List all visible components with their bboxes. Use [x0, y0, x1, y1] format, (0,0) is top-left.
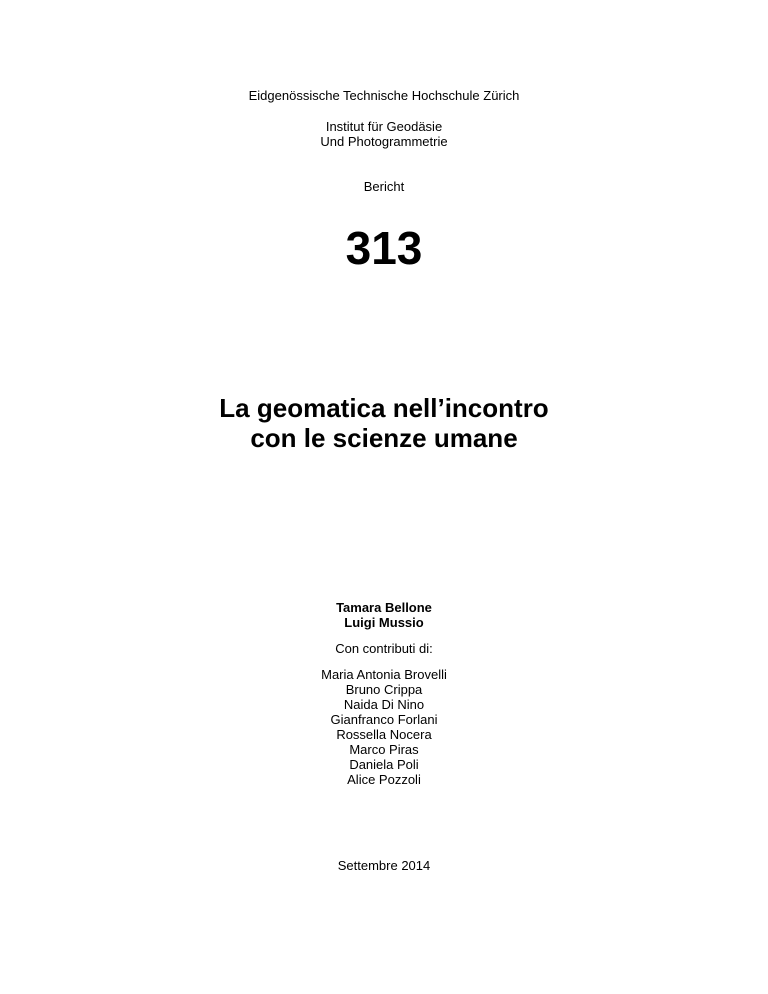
contributor-6: Marco Piras	[349, 742, 419, 757]
institution-name: Eidgenössische Technische Hochschule Zürich	[248, 88, 520, 103]
contributor-7: Daniela Poli	[349, 757, 419, 772]
contributor-5: Rossella Nocera	[336, 727, 432, 742]
contributor-8: Alice Pozzoli	[347, 772, 421, 787]
document-type: Bericht	[363, 179, 405, 194]
contributor-2: Bruno Crippa	[345, 682, 423, 697]
institute-line-1: Institut für Geodäsie	[325, 119, 443, 134]
author-1: Tamara Bellone	[336, 600, 432, 615]
contributor-4: Gianfranco Forlani	[330, 712, 438, 727]
contributions-label: Con contributi di:	[335, 641, 433, 656]
author-2: Luigi Mussio	[344, 615, 424, 630]
contributor-3: Naida Di Nino	[343, 697, 425, 712]
report-number: 313	[345, 222, 423, 274]
title-line-1: La geomatica nell’incontro	[219, 393, 549, 423]
contributor-1: Maria Antonia Brovelli	[321, 667, 447, 682]
publication-date: Settembre 2014	[337, 858, 431, 873]
title-line-2: con le scienze umane	[250, 423, 518, 453]
institute-line-2: Und Photogrammetrie	[320, 134, 448, 149]
